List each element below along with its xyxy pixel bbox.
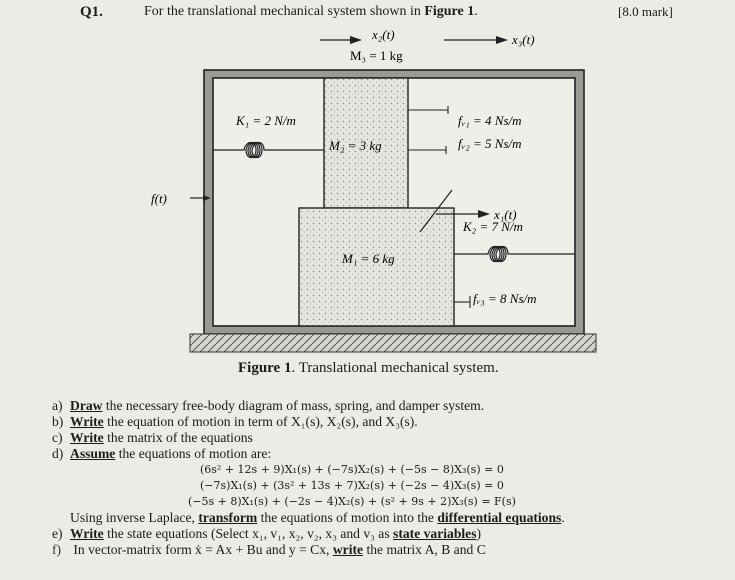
part-d-label: d) bbox=[52, 446, 64, 461]
x3-arrow bbox=[444, 36, 508, 44]
part-c-label: c) bbox=[52, 430, 63, 445]
question-prefix: For the translational mechanical system shown in bbox=[144, 4, 425, 19]
part-d-text: the equations of motion are: bbox=[115, 446, 272, 461]
part-f bbox=[52, 542, 722, 558]
part-a-keyword: Draw bbox=[70, 398, 103, 413]
part-c bbox=[52, 430, 722, 446]
x3-label: x₃(t) bbox=[512, 32, 535, 47]
x2-arrow bbox=[320, 36, 362, 44]
part-f-label: f) bbox=[52, 542, 62, 557]
part-f-keyword: write bbox=[332, 542, 364, 557]
question-number: Q1. bbox=[80, 4, 103, 20]
part-b-text: the equation of motion in term of X₁(s), X₂(s), and X₃(s). bbox=[103, 414, 418, 429]
question-parts bbox=[52, 398, 722, 558]
part-b bbox=[52, 414, 722, 430]
mass-m1-block bbox=[299, 208, 454, 326]
part-a-label: a) bbox=[52, 398, 63, 413]
part-d bbox=[52, 446, 722, 462]
laplace-instruction bbox=[52, 510, 722, 526]
figure-reference: Figure 1 bbox=[424, 4, 475, 19]
part-d-keyword: Assume bbox=[70, 446, 116, 461]
part-e-text: the state equations (Select x₁, v₁, x₂, v₂, x₃ and v₃ as bbox=[103, 526, 394, 541]
x2-label: x₂(t) bbox=[372, 27, 395, 42]
part-f-prefix: In vector-matrix form ẋ = Ax + Bu and y = Cx, bbox=[70, 542, 333, 557]
part-e bbox=[52, 526, 722, 542]
part-c-text: the matrix of the equations bbox=[103, 430, 253, 445]
x1-label: x₁(t) bbox=[494, 207, 517, 222]
part-a bbox=[52, 398, 722, 414]
fv2-label: fᵥ₂ = 5 Ns/m bbox=[458, 136, 522, 151]
part-c-keyword: Write bbox=[70, 430, 104, 445]
question-suffix: . bbox=[474, 4, 478, 19]
part-e-label: e) bbox=[52, 526, 63, 541]
laplace-suffix: . bbox=[561, 510, 565, 525]
k2-label: K₂ = 7 N/m bbox=[463, 219, 523, 234]
equation-2: (−7s)X₁(s) + (3s² + 13s + 7)X₂(s) + (−2s − 4)X₃(s) = 0 bbox=[200, 479, 504, 492]
figure-caption bbox=[238, 360, 499, 377]
laplace-keyword: transform bbox=[198, 510, 258, 525]
fv3-label: fᵥ₃ = 8 Ns/m bbox=[473, 291, 537, 306]
laplace-keyword2: differential equations bbox=[437, 510, 562, 525]
m3-label: M₃ = 1 kg bbox=[350, 48, 403, 63]
force-label: f(t) bbox=[151, 191, 167, 206]
part-b-keyword: Write bbox=[70, 414, 104, 429]
part-b-label: b) bbox=[52, 414, 64, 429]
k1-label: K₁ = 2 N/m bbox=[236, 113, 296, 128]
part-e-keyword2: state variables bbox=[393, 526, 477, 541]
marks: [8.0 mark] bbox=[618, 4, 673, 19]
part-e-suffix: ) bbox=[476, 526, 482, 541]
laplace-prefix: Using inverse Laplace, bbox=[70, 510, 199, 525]
caption-figure: Figure 1 bbox=[238, 360, 292, 376]
caption-text: . Translational mechanical system. bbox=[291, 360, 499, 376]
equation-3: (−5s + 8)X₁(s) + (−2s − 4)X₂(s) + (s² + 9s + 2)X₃(s) = F(s) bbox=[188, 495, 516, 508]
part-e-keyword: Write bbox=[70, 526, 104, 541]
part-a-text: the necessary free-body diagram of mass, spring, and damper system. bbox=[102, 398, 485, 413]
equation-1: (6s² + 12s + 9)X₁(s) + (−7s)X₂(s) + (−5s − 8)X₃(s) = 0 bbox=[200, 463, 504, 476]
laplace-middle: the equations of motion into the bbox=[257, 510, 438, 525]
part-f-suffix: the matrix A, B and C bbox=[363, 542, 486, 557]
fv1-label: fᵥ₁ = 4 Ns/m bbox=[458, 113, 522, 128]
ground bbox=[190, 334, 596, 352]
m2-label: M₂ = 3 kg bbox=[329, 138, 382, 153]
m1-label: M₁ = 6 kg bbox=[342, 251, 395, 266]
